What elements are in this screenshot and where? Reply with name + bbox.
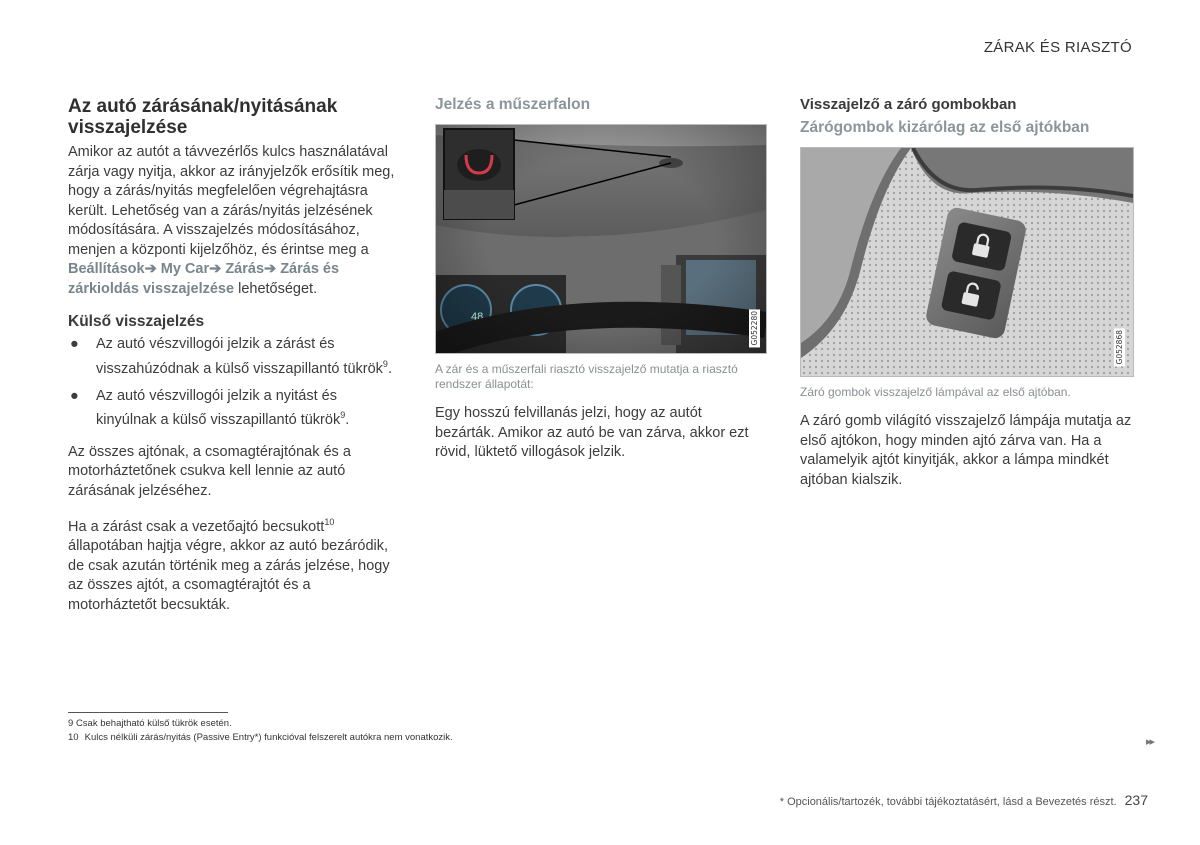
footer-note: * Opcionális/tartozék, további tájékoztatásért, lásd a Bevezetés részt.: [779, 796, 1117, 808]
section-header: ZÁRAK ÉS RIASZTÓ: [983, 39, 1132, 56]
list-item: ● Az autó vészvillogói jelzik a nyitást és kinyúlnak a külső visszapillantó tükrök$^9$.: [70, 387, 350, 429]
intro-paragraph: [68, 143, 398, 299]
arrow-right-icon: ➔: [264, 261, 277, 277]
paragraph-dashboard: Egy hosszú felvillanás jelzi, hogy az autót bezárták. Amikor az autó be van zárva, akkor ezt rövid, lüktető villogások jelzik.: [435, 405, 749, 460]
arrow-right-icon: ➔: [144, 261, 157, 277]
page-footer: [780, 792, 1148, 808]
figure-code: G052868: [1115, 329, 1124, 364]
footnote: 10 Kulcs nélküli zárás/nyitás (Passive Entry*) funkcióval felszerelt autókra nem vonatkozik.: [68, 732, 453, 743]
dashboard-illustration: [435, 124, 767, 354]
dashboard-drawing: [436, 125, 766, 353]
column-right: [800, 96, 1134, 490]
subheading-front-doors: Zárógombok kizárólag az első ajtókban: [800, 119, 1090, 136]
list-item: ● Az autó vészvillogói jelzik a zárást és visszahúzódnak a külső visszapillantó tükrök$^9$.: [70, 336, 392, 377]
door-lock-button-illustration: [800, 147, 1134, 377]
heading-lock-buttons: Visszajelző a záró gombokban: [800, 96, 1017, 113]
column-left: [68, 96, 398, 615]
footnote-divider: [68, 712, 228, 713]
paragraph-doors: Az összes ajtónak, a csomagtérajtónak és a motorháztetőnek csukva kell lennie az autó zárásának jelzéséhez.: [68, 443, 351, 499]
page-title: Az autó zárásának/nyitásának visszajelzése: [68, 96, 338, 138]
menu-path-prefix: meg a: [328, 241, 369, 258]
column-middle: [435, 96, 765, 463]
footnote-ref: 9: [382, 358, 388, 369]
arrow-right-icon: ➔: [209, 261, 222, 277]
paragraph-lock-buttons: A záró gomb világító visszajelző lámpája mutatja az első ajtókon, hogy minden ajtó zárva van. Ha a valamelyik ajtót kinyitják, akkor a lámpa mindkét ajtóban kialszik.: [800, 413, 1132, 488]
figure-code: G052280: [750, 310, 759, 345]
menu-path-lock-feedback: Zárás és zárkioldás visszajelzése: [68, 261, 340, 297]
footnote: 9 Csak behajtható külső tükrök esetén.: [68, 718, 232, 729]
heading-dashboard: Jelzés a műszerfalon: [435, 96, 591, 113]
intro-text: Amikor az autót a távvezérlős kulcs használatával zárja vagy nyitja, akkor az irányjelzők erősítik meg, hogy a zárás/nyitás megfelelően végrehajtásra került. Lehetőség van a zárás/nyitás jelzésének módosítására. A visszajelzés módosításához, menjen a központi kijelzőhöz, és érintse: [68, 144, 395, 258]
subheading-external: Külső visszajelzés: [68, 313, 205, 330]
continue-arrows-icon: ▸▸: [1146, 736, 1154, 748]
footnote-ref: 9: [340, 410, 346, 421]
menu-path-locking: Zárás: [225, 261, 265, 277]
menu-path-suffix: lehetőséget.: [238, 280, 318, 297]
paragraph-driver-door: Ha a zárást csak a vezetőajtó becsukott$^{10}$ állapotában hajtja végre, akkor az autó bezáródik, de csak azután történik meg a zárás jelzése, hogy az összes ajtót, a csomagtérajtót és a motorháztetőt becsukták.: [68, 517, 390, 613]
bullet-icon: ●: [70, 387, 79, 404]
menu-path-settings: Beállítások: [68, 261, 145, 277]
door-panel-drawing: [801, 148, 1133, 376]
footnote-ref: 10: [324, 517, 335, 528]
figure-caption: A zár és a műszerfali riasztó visszajelző mutatja a riasztó rendszer állapotát:: [435, 362, 738, 391]
page-number: 237: [1124, 792, 1148, 808]
menu-path-my-car: My Car: [160, 261, 210, 277]
figure-caption: Záró gombok visszajelző lámpával az első ajtóban.: [800, 385, 1071, 399]
bullet-list: [68, 335, 398, 431]
bullet-icon: ●: [70, 336, 79, 352]
footnotes: [68, 717, 453, 745]
